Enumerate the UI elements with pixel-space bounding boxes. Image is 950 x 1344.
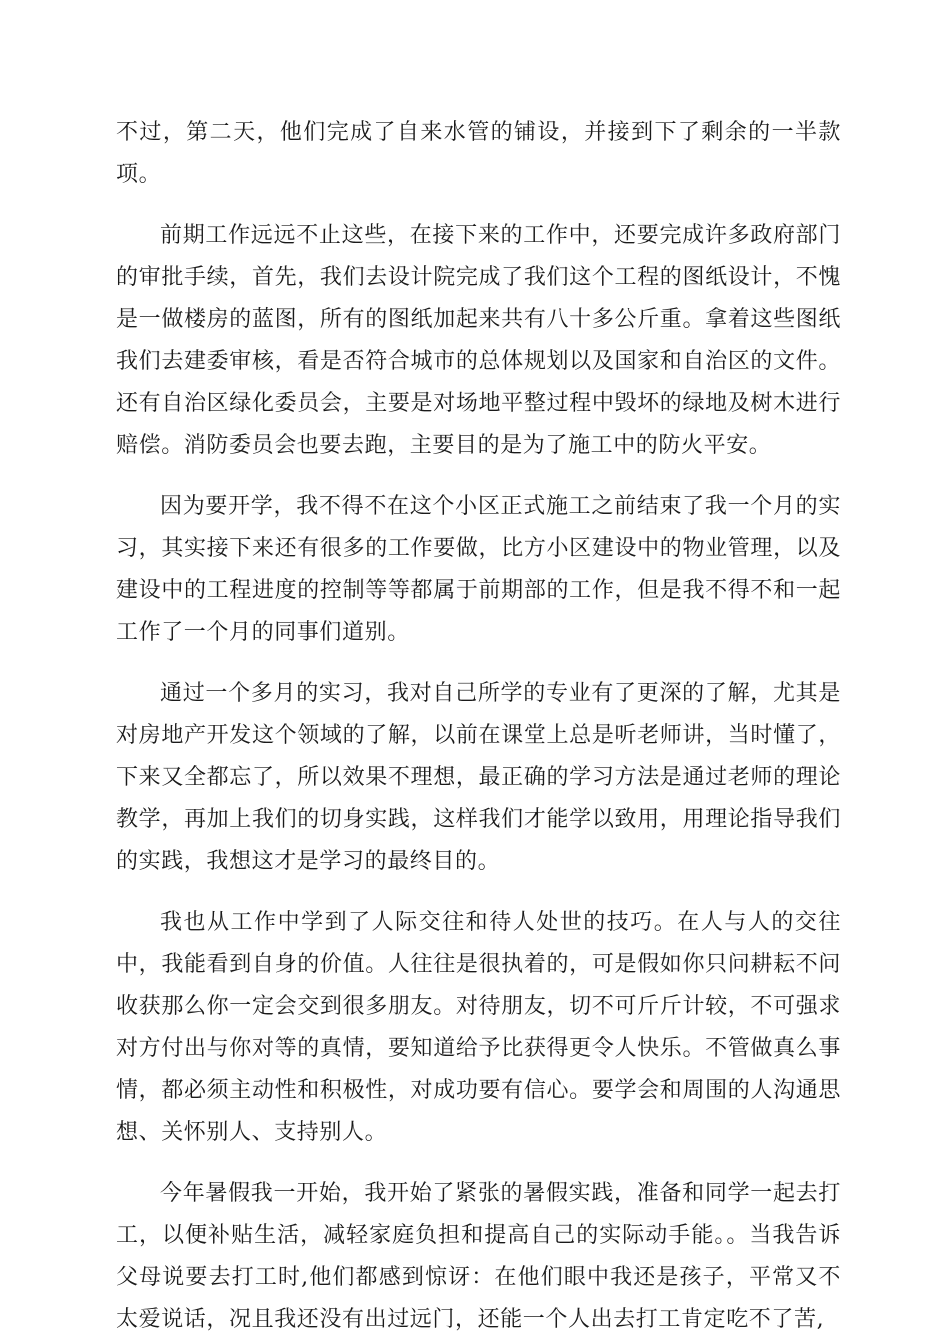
- paragraph-2: 前期工作远远不止这些，在接下来的工作中，还要完成许多政府部门的审批手续，首先，我们去设计院完成了我们这个工程的图纸设计，不愧是一做楼房的蓝图，所有的图纸加起来共有八十多公斤重。拿着这些图纸我们去建委审核，看是否符合城市的总体规划以及国家和自治区的文件。还有自治区绿化委员会，主要是对场地平整过程中毁坏的绿地及树木进行赔偿。消防委员会也要去跑，主要目的是为了施工中的防火平安。: [116, 223, 841, 458]
- paragraph-6: 今年暑假我一开始，我开始了紧张的暑假实践，准备和同学一起去打工，以便补贴生活，减轻家庭负担和提高自己的实际动手能。。当我告诉父母说要去打工时,他们都感到惊讶：在他们眼中我还是孩子，平常又不太爱说话，况且我还没有出过远门，还能一个人出去打工肯定吃不了苦,: [116, 1181, 841, 1332]
- paragraph-4: 通过一个多月的实习，我对自己所学的专业有了更深的了解，尤其是对房地产开发这个领域的了解，以前在课堂上总是听老师讲，当时懂了，下来又全都忘了，所以效果不理想，最正确的学习方法是通过老师的理论教学，再加上我们的切身实践，这样我们才能学以致用，用理论指导我们的实践，我想这才是学习的最终目的。: [116, 681, 841, 874]
- document-body: [116, 112, 841, 1341]
- paragraph-5: 我也从工作中学到了人际交往和待人处世的技巧。在人与人的交往中，我能看到自身的价值。人往往是很执着的，可是假如你只问耕耘不问收获那么你一定会交到很多朋友。对待朋友，切不可斤斤计较，不可强求对方付出与你对等的真情，要知道给予比获得更令人快乐。不管做真么事情，都必须主动性和积极性，对成功要有信心。要学会和周围的人沟通思想、关怀别人、支持别人。: [116, 910, 841, 1145]
- paragraph-1: 不过，第二天，他们完成了自来水管的铺设，并接到下了剩余的一半款项。: [116, 120, 841, 187]
- paragraph-3: 因为要开学，我不得不在这个小区正式施工之前结束了我一个月的实习，其实接下来还有很多的工作要做，比方小区建设中的物业管理，以及建设中的工程进度的控制等等都属于前期部的工作，但是我不得不和一起工作了一个月的同事们道别。: [116, 494, 841, 645]
